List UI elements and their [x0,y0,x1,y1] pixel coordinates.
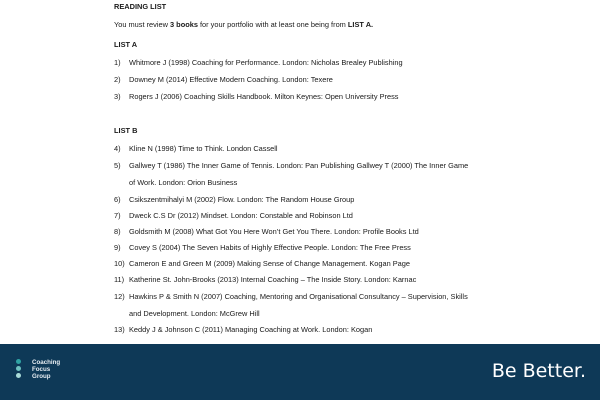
list-item-number: 6) [114,195,121,204]
logo-dot-icon [16,366,21,371]
intro-prefix: You must review [114,20,171,29]
reading-list-intro [114,20,373,30]
brand-line-1: Coaching [32,359,61,366]
tagline: Be Better. [491,360,586,382]
reading-list-title: READING LIST [114,2,167,11]
list-item-text: Gallwey T (1986) The Inner Game of Tennis. London: Pan Publishing Gallwey T (2000) The Inner Game [129,161,469,170]
list-item-text: Downey M (2014) Effective Modern Coaching. London: Texere [129,75,333,84]
brand-name [32,359,60,380]
list-item-text-continued: and Development. London: McGrew Hill [129,309,260,318]
list-item-text: Goldsmith M (2008) What Got You Here Won’t Get You There. London: Profile Books Ltd [129,227,419,236]
list-b-heading: LIST B [114,126,138,135]
list-item-number: 13) [114,325,125,334]
list-item-number: 11) [114,275,125,284]
list-item-text-continued: of Work. London: Orion Business [129,178,238,187]
list-item-number: 9) [114,243,121,252]
list-item-text: Csikszentmihalyi M (2002) Flow. London: The Random House Group [129,195,355,204]
logo-dot-icon [16,359,21,364]
list-item-text: Kline N (1998) Time to Think. London Cassell [129,144,278,153]
logo-dot-icon [16,373,21,378]
list-item-text: Whitmore J (1998) Coaching for Performance. London: Nicholas Brealey Publishing [129,58,403,67]
list-item-text: Covey S (2004) The Seven Habits of Highly Effective People. London: The Free Press [129,243,411,252]
list-item-text: Dweck C.S Dr (2012) Mindset. London: Constable and Robinson Ltd [129,211,353,220]
list-item-number: 7) [114,211,121,220]
list-item-number: 5) [114,161,121,170]
list-item-number: 1) [114,58,121,67]
list-item-text: Cameron E and Green M (2009) Making Sense of Change Management. Kogan Page [129,259,411,268]
list-item-text: Rogers J (2006) Coaching Skills Handbook. Milton Keynes: Open University Press [129,92,399,101]
list-item-text: Katherine St. John-Brooks (2013) Internal Coaching – The Inside Story. London: Karnac [129,275,417,284]
list-item-number: 4) [114,144,121,153]
intro-book-count: 3 books [170,20,198,29]
list-a-heading: LIST A [114,40,138,49]
brand-logo-dots-icon [16,359,22,380]
list-item-text: Hawkins P & Smith N (2007) Coaching, Mentoring and Organisational Consultancy – Supervision, Skills [129,292,468,301]
list-item-number: 12) [114,292,125,301]
brand-line-3: Group [32,373,51,380]
list-item-text: Keddy J & Johnson C (2011) Managing Coaching at Work. London: Kogan [129,325,373,334]
brand-line-2: Focus [32,366,51,373]
list-item-number: 8) [114,227,121,236]
footer-bar [0,344,600,400]
intro-list-a: LIST A. [347,20,374,29]
list-item-number: 10) [114,259,125,268]
list-item-number: 3) [114,92,121,101]
intro-middle: for your portfolio with at least one being from [197,20,348,29]
list-item-number: 2) [114,75,121,84]
